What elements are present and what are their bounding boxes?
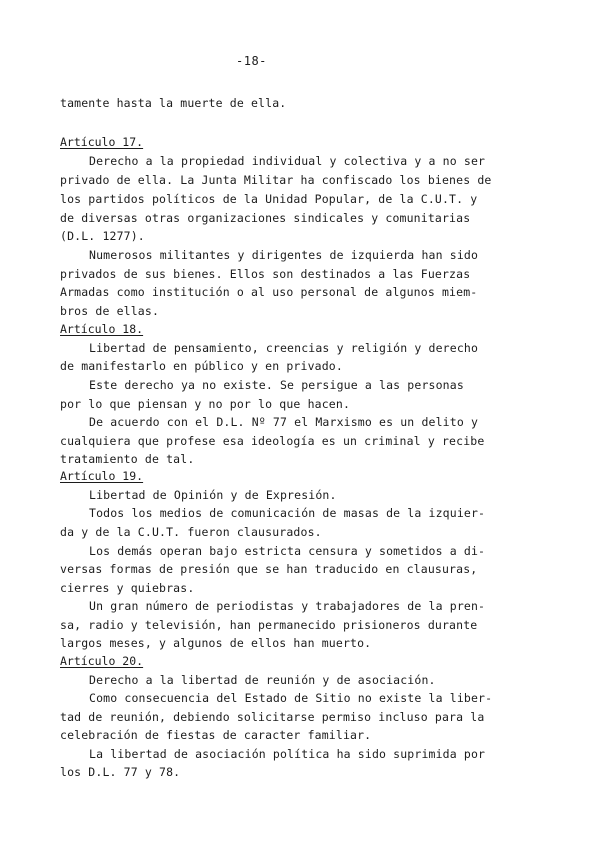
article-19-heading: Artículo 19.	[60, 469, 144, 483]
text-line: por lo que piensan y no por lo que hacen.	[60, 397, 351, 411]
text-line: Armadas como institución o al uso personal de algunos miem-	[60, 285, 478, 299]
text-line: Todos los medios de comunicación de masas de la izquier-	[89, 506, 486, 520]
page-number: -18-	[236, 54, 267, 68]
text-line: tamente hasta la muerte de ella.	[60, 96, 287, 110]
text-line: los partidos políticos de la Unidad Popular, de la C.U.T. y	[60, 192, 478, 206]
text-line: largos meses, y algunos de ellos han muerto.	[60, 636, 372, 650]
text-line: tad de reunión, debiendo solicitarse permiso incluso para la	[60, 710, 485, 724]
text-line: Este derecho ya no existe. Se persigue a las personas	[89, 378, 464, 392]
text-line: privado de ella. La Junta Militar ha confiscado los bienes de	[60, 173, 492, 187]
text-line: privados de sus bienes. Ellos son destinados a las Fuerzas	[60, 267, 471, 281]
text-line: sa, radio y televisión, han permanecido prisioneros durante	[60, 618, 478, 632]
text-line: de diversas otras organizaciones sindicales y comunitarias	[60, 211, 471, 225]
text-line: da y de la C.U.T. fueron clausurados.	[60, 525, 322, 539]
text-line: Como consecuencia del Estado de Sitio no existe la liber-	[89, 691, 493, 705]
article-20-heading: Artículo 20.	[60, 654, 144, 668]
article-17-heading: Artículo 17.	[60, 135, 144, 149]
text-line: cualquiera que profese esa ideología es un criminal y recibe	[60, 434, 485, 448]
text-line: Libertad de Opinión y de Expresión.	[89, 488, 337, 502]
article-18-heading: Artículo 18.	[60, 322, 144, 336]
text-line: De acuerdo con el D.L. Nº 77 el Marxismo es un delito y	[89, 415, 479, 429]
text-line: La libertad de asociación política ha sido suprimida por	[89, 747, 486, 761]
text-line: Numerosos militantes y dirigentes de izquierda han sido	[89, 248, 479, 262]
text-line: bros de ellas.	[60, 304, 160, 318]
text-line: los D.L. 77 y 78.	[60, 765, 181, 779]
text-line: celebración de fiestas de caracter familiar.	[60, 728, 372, 742]
text-line: tratamiento de tal.	[60, 452, 195, 466]
text-line: de manifestarlo en público y en privado.	[60, 359, 343, 373]
text-line: Libertad de pensamiento, creencias y religión y derecho	[89, 341, 479, 355]
text-line: versas formas de presión que se han traducido en clausuras,	[60, 562, 478, 576]
text-line: Derecho a la propiedad individual y colectiva y a no ser	[89, 154, 486, 168]
text-line: (D.L. 1277).	[60, 229, 145, 243]
text-line: Los demás operan bajo estricta censura y sometidos a di-	[89, 544, 486, 558]
text-line: cierres y quiebras.	[60, 581, 195, 595]
text-line: Derecho a la libertad de reunión y de asociación.	[89, 673, 436, 687]
text-line: Un gran número de periodistas y trabajadores de la pren-	[89, 599, 486, 613]
